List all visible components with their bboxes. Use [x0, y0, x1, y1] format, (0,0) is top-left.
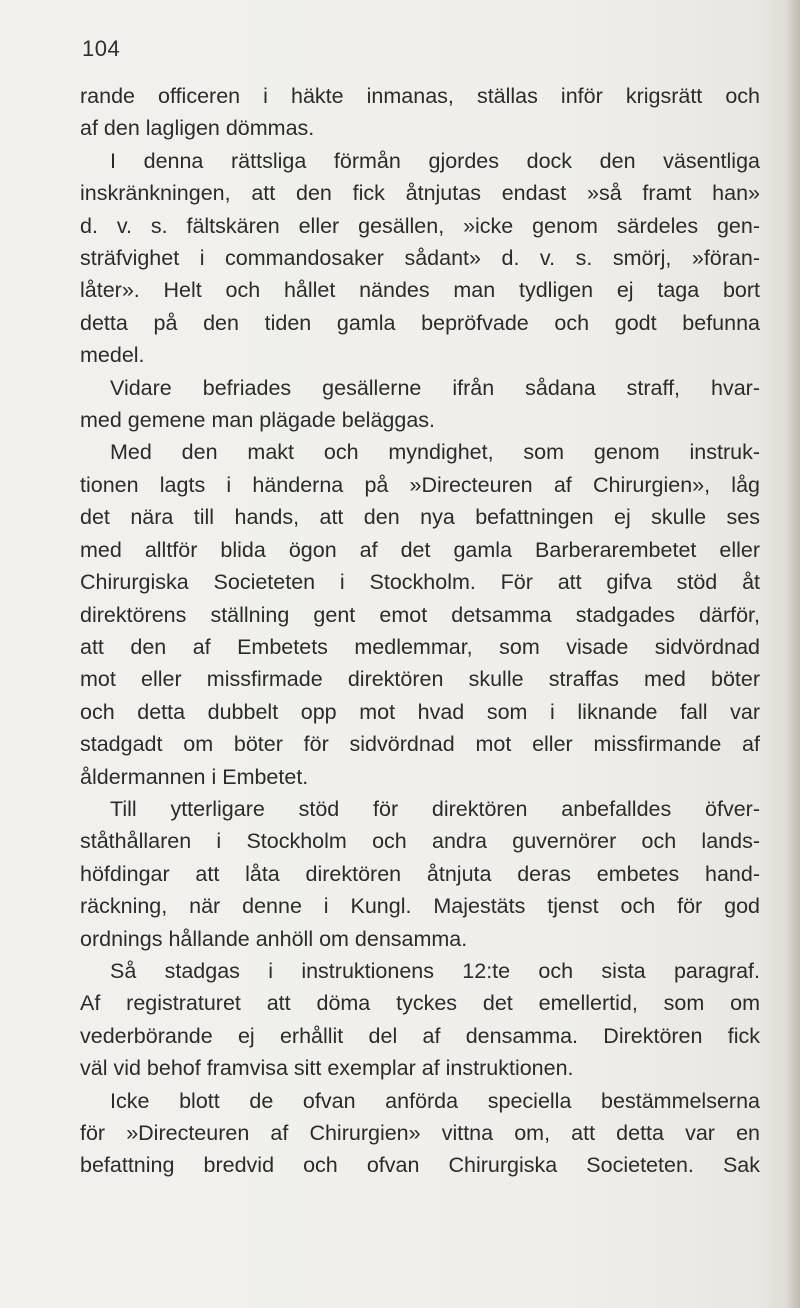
text-line: åldermannen i Embetet. — [80, 764, 309, 789]
text-line: tionen lagts i händerna på »Directeuren af Chirurgien», låg — [80, 472, 760, 497]
text-line: I denna rättsliga förmån gjordes dock den väsentliga — [110, 148, 760, 173]
text-line: direktörens ställning gent emot detsamma stadgades därför, — [80, 602, 760, 627]
paragraph — [80, 436, 760, 792]
page-number: 104 — [82, 36, 121, 61]
text-line: låter». Helt och hållet nändes man tydligen ej taga bort — [80, 278, 760, 303]
paragraph — [80, 372, 760, 437]
page-edge-shadow — [786, 0, 800, 1308]
text-line: Så stadgas i instruktionens 12:te och sista paragraf. — [110, 958, 760, 983]
paragraph — [80, 1085, 760, 1182]
paragraph — [80, 955, 760, 1085]
text-line: rande officeren i häkte inmanas, ställas inför krigsrätt och — [80, 84, 760, 108]
text-line: Till ytterligare stöd för direktören anbefalldes öfver- — [110, 796, 760, 821]
text-line: räckning, när denne i Kungl. Majestäts tjenst och för god — [80, 894, 760, 919]
text-line: befattning bredvid och ofvan Chirurgiska Societeten. Sak — [80, 1153, 760, 1178]
text-line: Chirurgiska Societeten i Stockholm. För att gifva stöd åt — [80, 570, 760, 595]
text-line: sträfvighet i commandosaker sådant» d. v. s. smörj, »föran- — [80, 246, 760, 271]
text-line: stadgadt om böter för sidvördnad mot eller missfirmande af — [80, 732, 760, 757]
text-line: mot eller missfirmade direktören skulle straffas med böter — [80, 667, 760, 692]
body-text — [80, 80, 760, 1182]
text-line: Af registraturet att döma tyckes det emellertid, som om — [80, 991, 760, 1016]
text-line: Vidare befriades gesällerne ifrån sådana straff, hvar- — [110, 375, 760, 400]
text-line: d. v. s. fältskären eller gesällen, »icke genom särdeles gen- — [80, 213, 760, 238]
text-line: medel. — [80, 343, 145, 368]
text-line: af den lagligen dömmas. — [80, 116, 315, 141]
text-line: med gemene man plägade beläggas. — [80, 408, 436, 433]
text-line: Icke blott de ofvan anförda speciella bestämmelserna — [110, 1088, 760, 1113]
text-line: med alltför blida ögon af det gamla Barberarembetet eller — [80, 537, 760, 562]
text-line: höfdingar att låta direktören åtnjuta deras embetes hand- — [80, 861, 760, 886]
text-line: ordnings hållande anhöll om densamma. — [80, 926, 468, 951]
text-line: det nära till hands, att den nya befattningen ej skulle ses — [80, 505, 760, 530]
text-line: vederbörande ej erhållit del af densamma. Direktören fick — [80, 1023, 760, 1048]
paragraph — [80, 793, 760, 955]
paragraph — [80, 145, 760, 372]
text-line: Med den makt och myndighet, som genom instruk- — [110, 440, 760, 465]
paragraph — [80, 80, 760, 145]
text-line: och detta dubbelt opp mot hvad som i liknande fall var — [80, 699, 760, 724]
text-line: väl vid behof framvisa sitt exemplar af instruktionen. — [80, 1056, 574, 1081]
text-line: detta på den tiden gamla bepröfvade och godt befunna — [80, 310, 760, 335]
text-line: för »Directeuren af Chirurgien» vittna om, att detta var en — [80, 1121, 760, 1145]
text-line: inskränkningen, att den fick åtnjutas endast »så framt han» — [80, 181, 760, 206]
text-line: att den af Embetets medlemmar, som visade sidvördnad — [80, 634, 760, 659]
text-line: ståthållaren i Stockholm och andra guvernörer och lands- — [80, 829, 760, 854]
